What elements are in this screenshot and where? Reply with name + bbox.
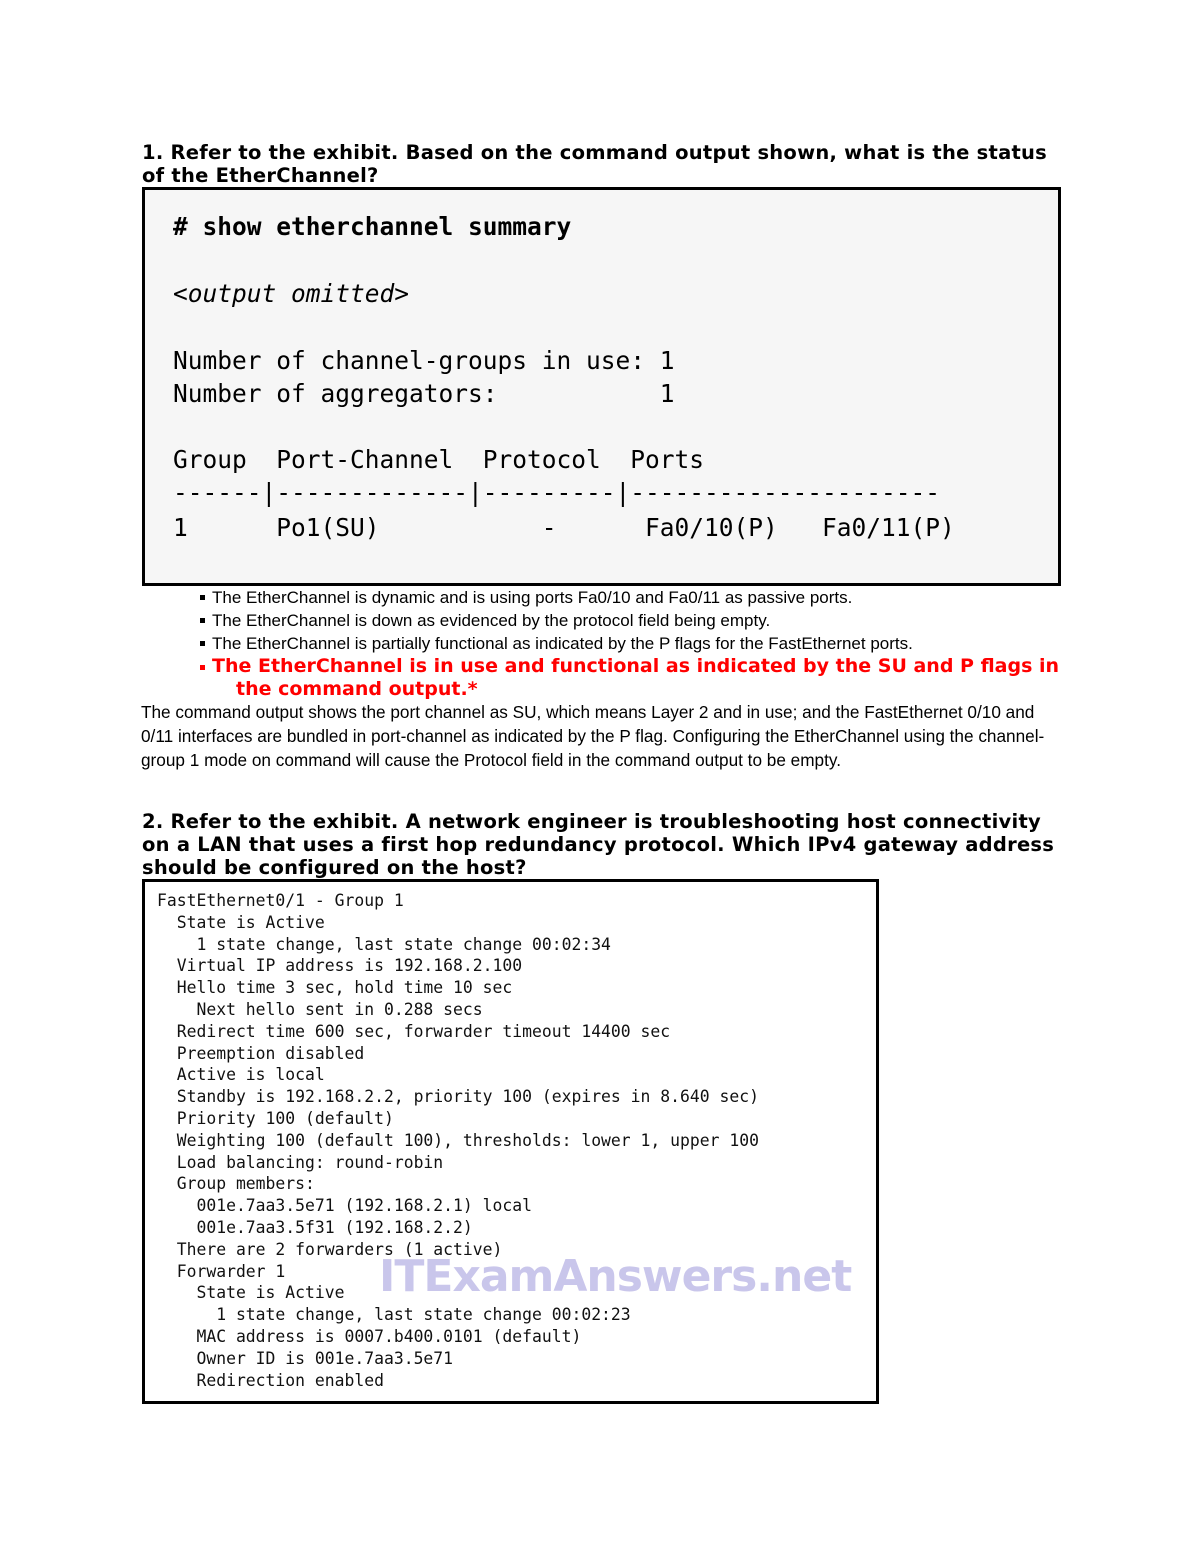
bullet-marker bbox=[200, 595, 205, 600]
bullet-marker bbox=[200, 665, 205, 670]
option-correct bbox=[200, 655, 1072, 701]
option-correct-text: The EtherChannel is in use and functional as indicated by the SU and P flags in the command output.* bbox=[212, 655, 1060, 700]
exhibit-channel-groups-line: Number of channel-groups in use: 1 bbox=[173, 346, 675, 375]
question-1-title: 1. Refer to the exhibit. Based on the command output shown, what is the status of the EtherChannel? bbox=[142, 141, 1048, 187]
option-3-text: The EtherChannel is partially functional as indicated by the P flags for the FastEthernet ports. bbox=[212, 634, 913, 653]
exhibit-command: # show etherchannel summary bbox=[173, 212, 572, 241]
bullet-marker bbox=[200, 618, 205, 623]
exhibit-aggregators-line: Number of aggregators: 1 bbox=[173, 379, 675, 408]
exhibit-omitted-note: <output omitted> bbox=[173, 279, 410, 308]
question-2-exhibit bbox=[142, 879, 879, 1404]
question-1-options bbox=[200, 586, 1080, 701]
exhibit-glbp-output: FastEthernet0/1 - Group 1 State is Active 1 state change, last state change 00:02:34 Virtual IP address is 192.168.2.100 Hello time 3 sec, hold time 10 sec Next hello sent in 0.288 secs Redirect time 600 sec, forwarder timeout 14400 sec Preemption disabled Active is local Standby is 192.168.2.2, priority 100 (expires in 8.640 sec) Priority 100 (default) Weighting 100 (default 100), thresholds: lower 1, upper 100 Load balancing: round-robin Group members: 001e.7aa3.5e71 (192.168.2.1) local 001e.7aa3.5f31 (192.168.2.2) There are 2 forwarders (1 active) Forwarder 1 State is Active 1 state change, last state change 00:02:23 MAC address is 0007.b400.0101 (default) Owner ID is 001e.7aa3.5e71 Redirection enabled bbox=[157, 891, 759, 1390]
question-1-explanation: The command output shows the port channel as SU, which means Layer 2 and in use; and the FastEthernet 0/10 and 0/11 interfaces are bundled in port-channel as indicated by the P flag. Configuring the EtherChannel using the channel-group 1 mode on command will cause the Protocol field in the command output to be empty. bbox=[141, 702, 1045, 770]
question-2-title: 2. Refer to the exhibit. A network engineer is troubleshooting host connectivity on a LAN that uses a first hop redundancy protocol. Which IPv4 gateway address should be configured on the host? bbox=[142, 810, 1055, 879]
watermark: ITExamAnswers.net bbox=[379, 1251, 852, 1302]
bullet-marker bbox=[200, 641, 205, 646]
option-1-text: The EtherChannel is dynamic and is using ports Fa0/10 and Fa0/11 as passive ports. bbox=[212, 588, 853, 607]
exhibit-table-row: 1 Po1(SU) - Fa0/10(P) Fa0/11(P) bbox=[173, 513, 955, 542]
option-2-text: The EtherChannel is down as evidenced by the protocol field being empty. bbox=[212, 611, 771, 630]
option-2 bbox=[200, 609, 1080, 632]
option-1 bbox=[200, 586, 1080, 609]
option-3 bbox=[200, 632, 1080, 655]
exhibit-table-header: Group Port-Channel Protocol Ports bbox=[173, 445, 705, 474]
exhibit-table-separator: ------|-------------|---------|--------------------- bbox=[173, 478, 941, 507]
question-1-exhibit bbox=[142, 187, 1061, 586]
